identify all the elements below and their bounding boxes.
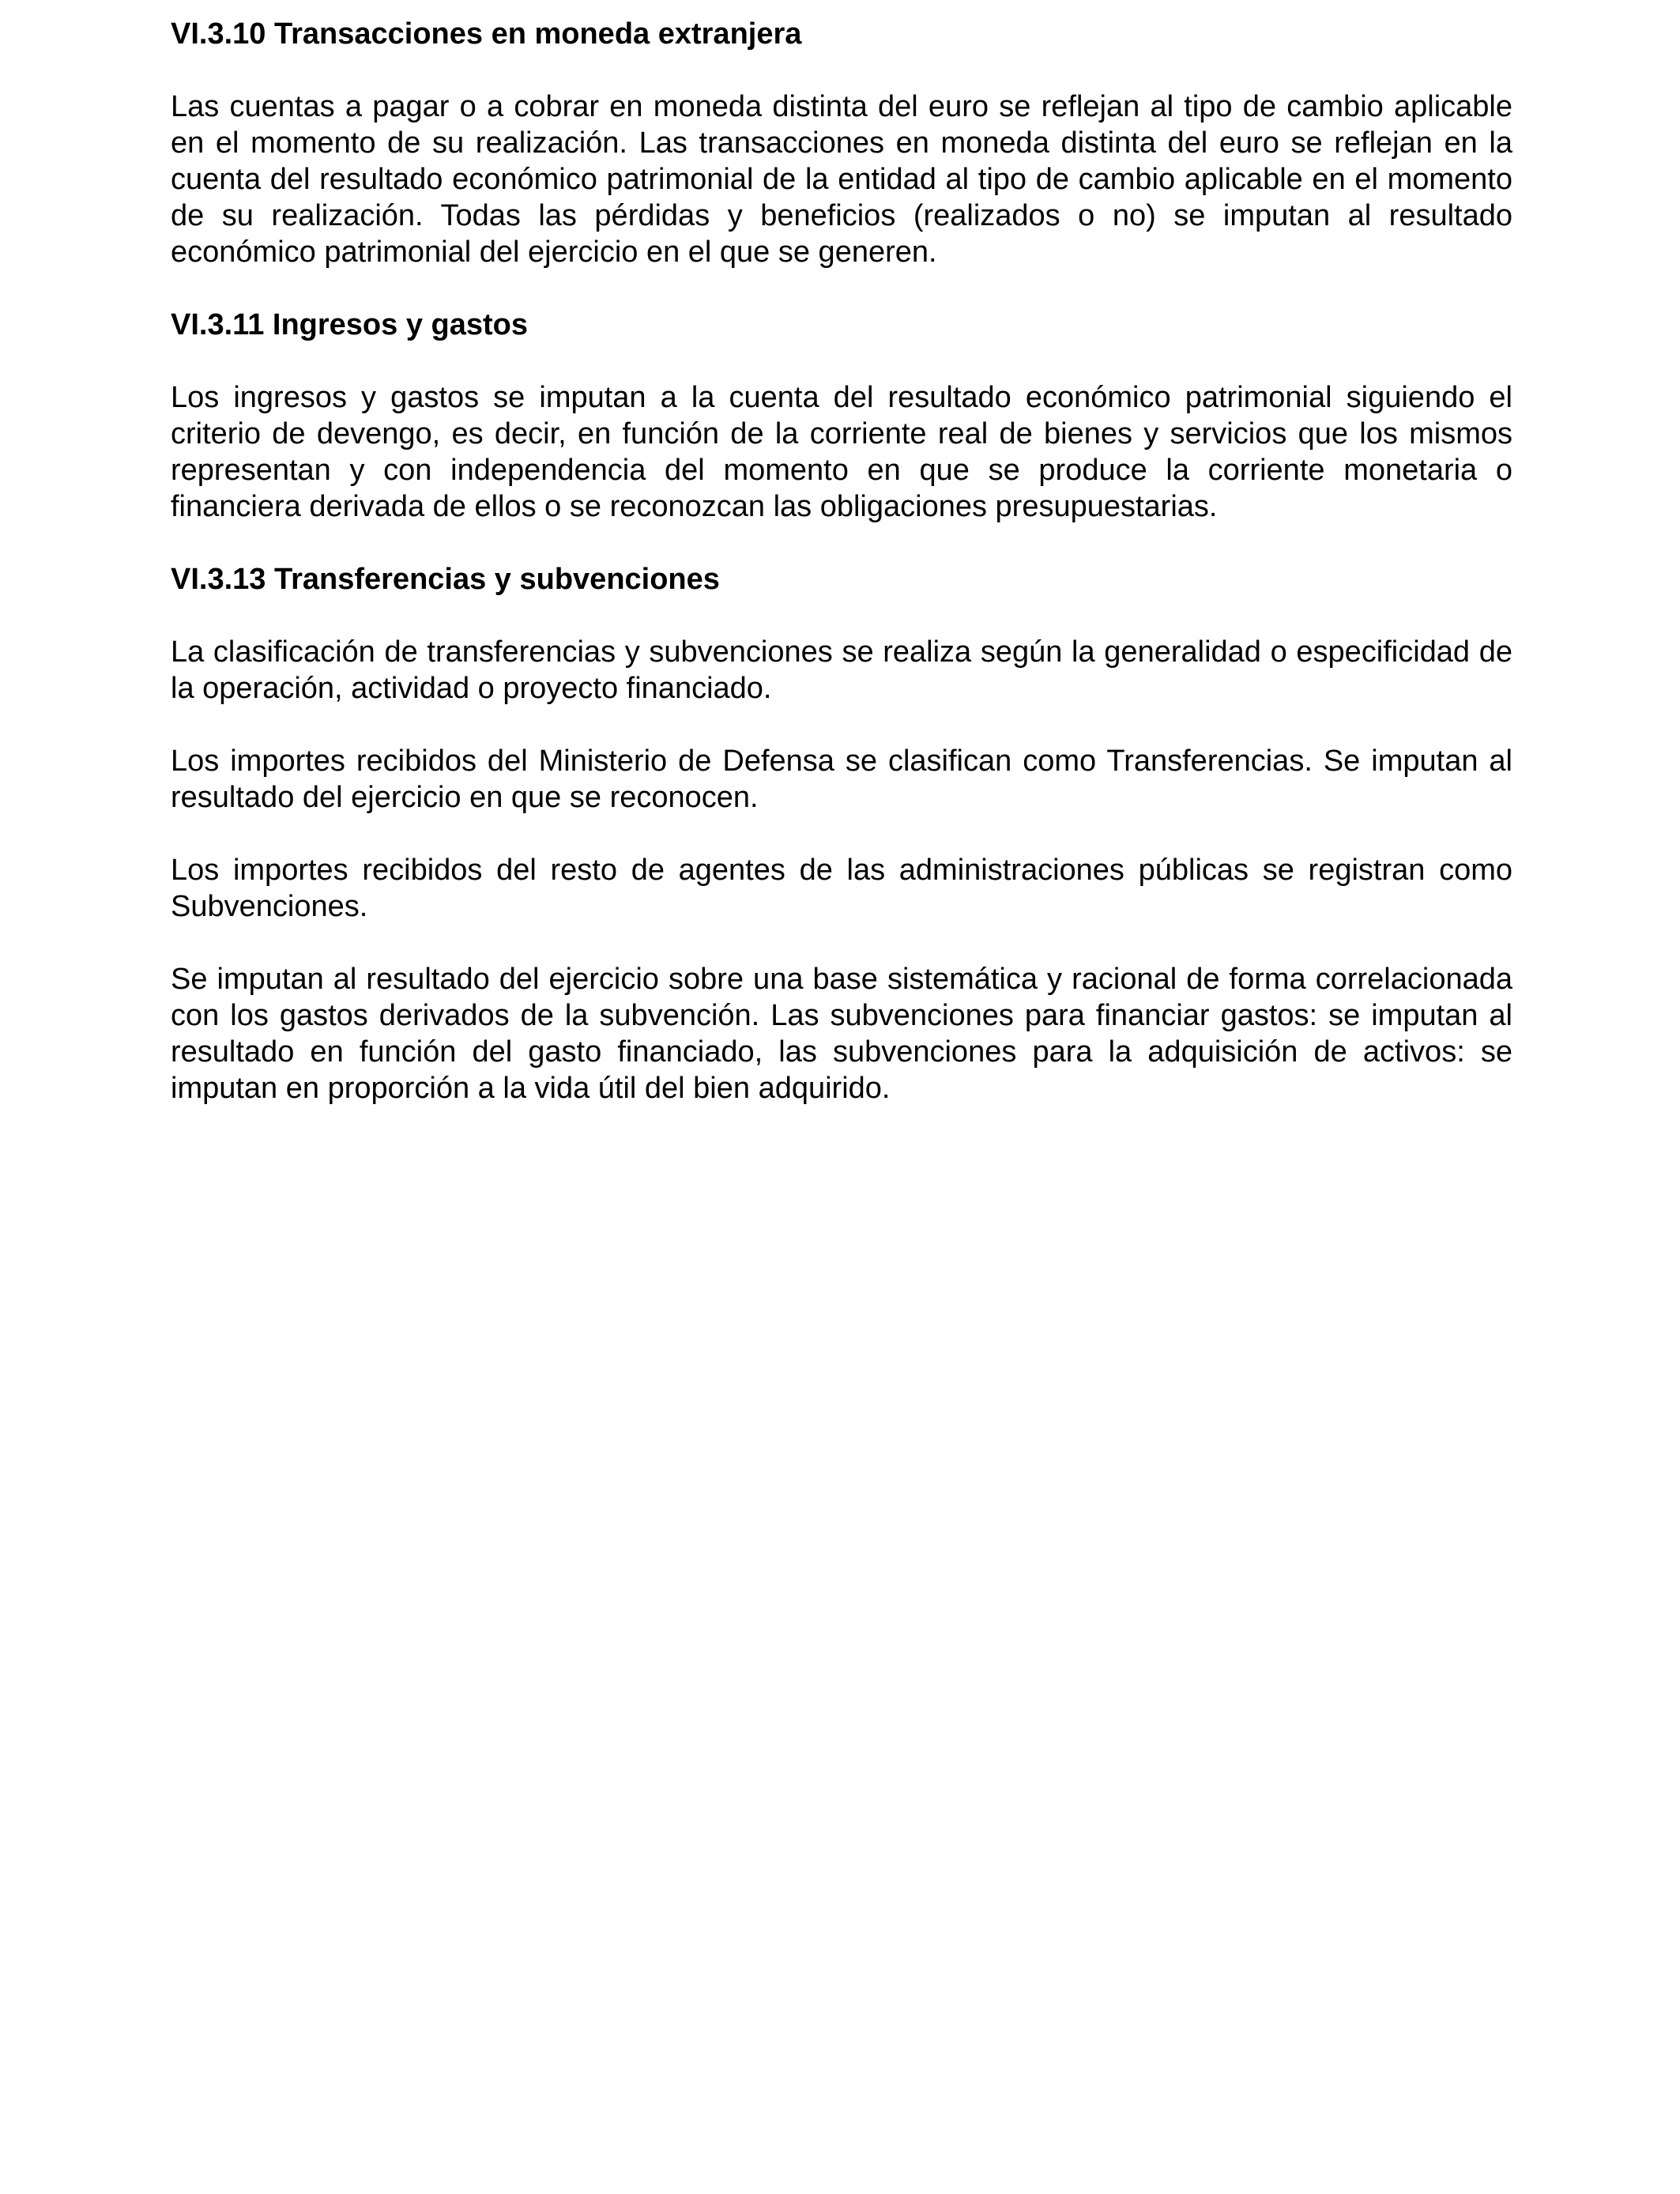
- paragraph: Se imputan al resultado del ejercicio sobre una base sistemática y racional de forma correlacionada con los gastos derivados de la subvención. Las subvenciones para financiar gastos: se imputan al resultado en función del gasto financiado, las subvenciones para la adquisición de activos: se imputan en proporción a la vida útil del bien adquirido.: [171, 963, 1512, 1105]
- section-heading-ingresos-gastos: VI.3.11 Ingresos y gastos: [171, 308, 528, 341]
- paragraph: Los importes recibidos del resto de agentes de las administraciones públicas se registran como Subvenciones.: [171, 854, 1512, 923]
- paragraph: La clasificación de transferencias y subvenciones se realiza según la generalidad o especificidad de la operación, actividad o proyecto financiado.: [171, 635, 1512, 705]
- section-heading-transferencias: VI.3.13 Transferencias y subvenciones: [171, 563, 720, 596]
- section-heading-transacciones: VI.3.10 Transacciones en moneda extranjera: [171, 17, 802, 51]
- paragraph: Los importes recibidos del Ministerio de Defensa se clasifican como Transferencias. Se imputan al resultado del ejercicio en que se reconocen.: [171, 745, 1512, 814]
- paragraph: Las cuentas a pagar o a cobrar en moneda distinta del euro se reflejan al tipo de cambio aplicable en el momento de su realización. Las transacciones en moneda distinta del euro se reflejan en la cuenta del resultado económico patrimonial de la entidad al tipo de cambio aplicable en el momento de su realización. Todas las pérdidas y beneficios (realizados o no) se imputan al resultado económico patrimonial del ejercicio en el que se generen.: [171, 90, 1512, 269]
- document-body: [171, 16, 1512, 1106]
- paragraph: Los ingresos y gastos se imputan a la cuenta del resultado económico patrimonial siguiendo el criterio de devengo, es decir, en función de la corriente real de bienes y servicios que los mismos representan y con independencia del momento en que se produce la corriente monetaria o financiera derivada de ellos o se reconozcan las obligaciones presupuestarias.: [171, 381, 1512, 523]
